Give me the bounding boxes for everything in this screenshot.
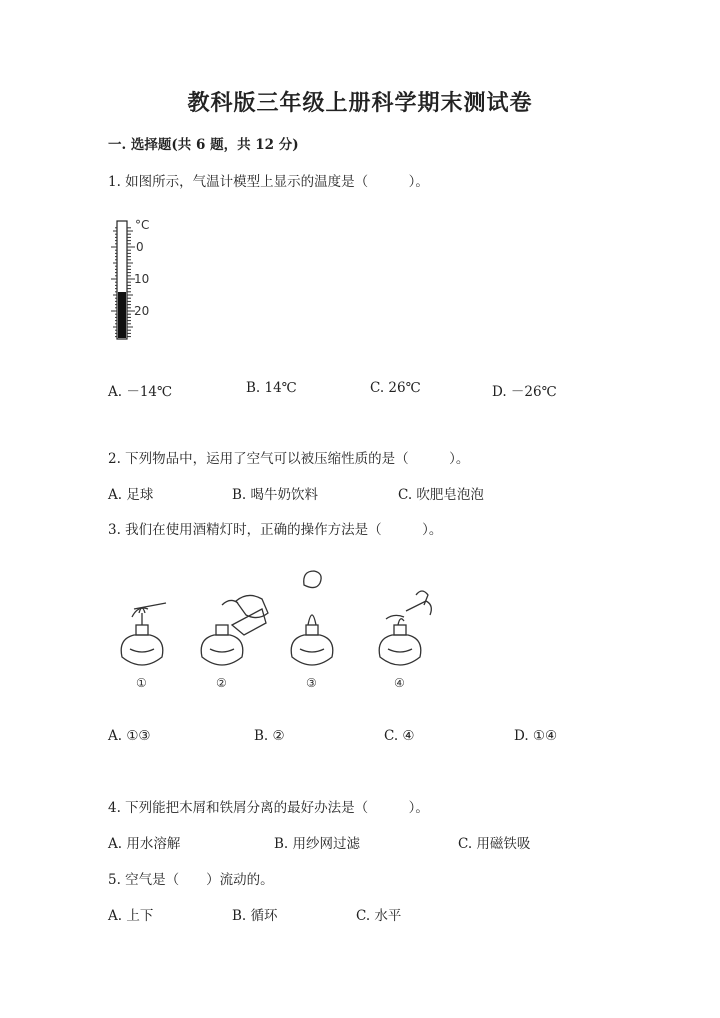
question-2-text: 2. 下列物品中，运用了空气可以被压缩性质的是（ ）。	[108, 451, 470, 467]
q4-option-c[interactable]: C. 用磁铁吸	[458, 836, 531, 852]
thermometer-figure	[108, 215, 178, 345]
thermometer-label-10: 10	[134, 272, 150, 286]
thermometer-unit-label: °C	[135, 218, 150, 232]
lamp-label-1: ①	[136, 676, 147, 690]
q2-option-a[interactable]: A. 足球	[108, 487, 154, 503]
q3-option-b[interactable]: B. ②	[254, 728, 285, 744]
thermometer-label-0: 0	[136, 240, 144, 254]
thermometer-label-20: 20	[134, 304, 150, 318]
q1-option-c[interactable]: C. 26℃	[370, 380, 421, 396]
section-heading: 一. 选择题(共 6 题，共 12 分)	[108, 137, 299, 153]
q5-option-a[interactable]: A. 上下	[108, 908, 154, 924]
q4-option-a[interactable]: A. 用水溶解	[108, 836, 181, 852]
question-4-text: 4. 下列能把木屑和铁屑分离的最好办法是（ ）。	[108, 800, 429, 816]
alcohol-lamp-3	[291, 571, 333, 665]
thermometer-liquid	[118, 292, 126, 338]
alcohol-lamp-1	[121, 603, 166, 665]
lamp-label-2: ②	[216, 676, 227, 690]
q3-option-d[interactable]: D. ①④	[514, 728, 558, 744]
alcohol-lamp-figure	[100, 565, 460, 695]
lamp-label-4: ④	[394, 676, 405, 690]
alcohol-lamp-2	[201, 595, 268, 665]
q4-option-b[interactable]: B. 用纱网过滤	[274, 836, 361, 852]
q5-option-b[interactable]: B. 循环	[232, 908, 278, 924]
question-1-text: 1. 如图所示，气温计模型上显示的温度是（ ）。	[108, 174, 429, 190]
q1-option-b[interactable]: B. 14℃	[246, 380, 297, 396]
lamp-label-3: ③	[306, 676, 317, 690]
q2-option-c[interactable]: C. 吹肥皂泡泡	[398, 487, 484, 503]
q1-option-a[interactable]: A. －14℃	[108, 384, 173, 400]
question-5-text: 5. 空气是（ ）流动的。	[108, 872, 274, 888]
q3-option-c[interactable]: C. ④	[384, 728, 415, 744]
q3-option-a[interactable]: A. ①③	[108, 728, 151, 744]
question-3-text: 3. 我们在使用酒精灯时，正确的操作方法是（ ）。	[108, 522, 443, 538]
q2-option-b[interactable]: B. 喝牛奶饮料	[232, 487, 319, 503]
alcohol-lamp-4	[379, 591, 431, 665]
q5-option-c[interactable]: C. 水平	[356, 908, 402, 924]
page-title: 教科版三年级上册科学期末测试卷	[187, 90, 533, 116]
q1-option-d[interactable]: D. －26℃	[492, 384, 557, 400]
